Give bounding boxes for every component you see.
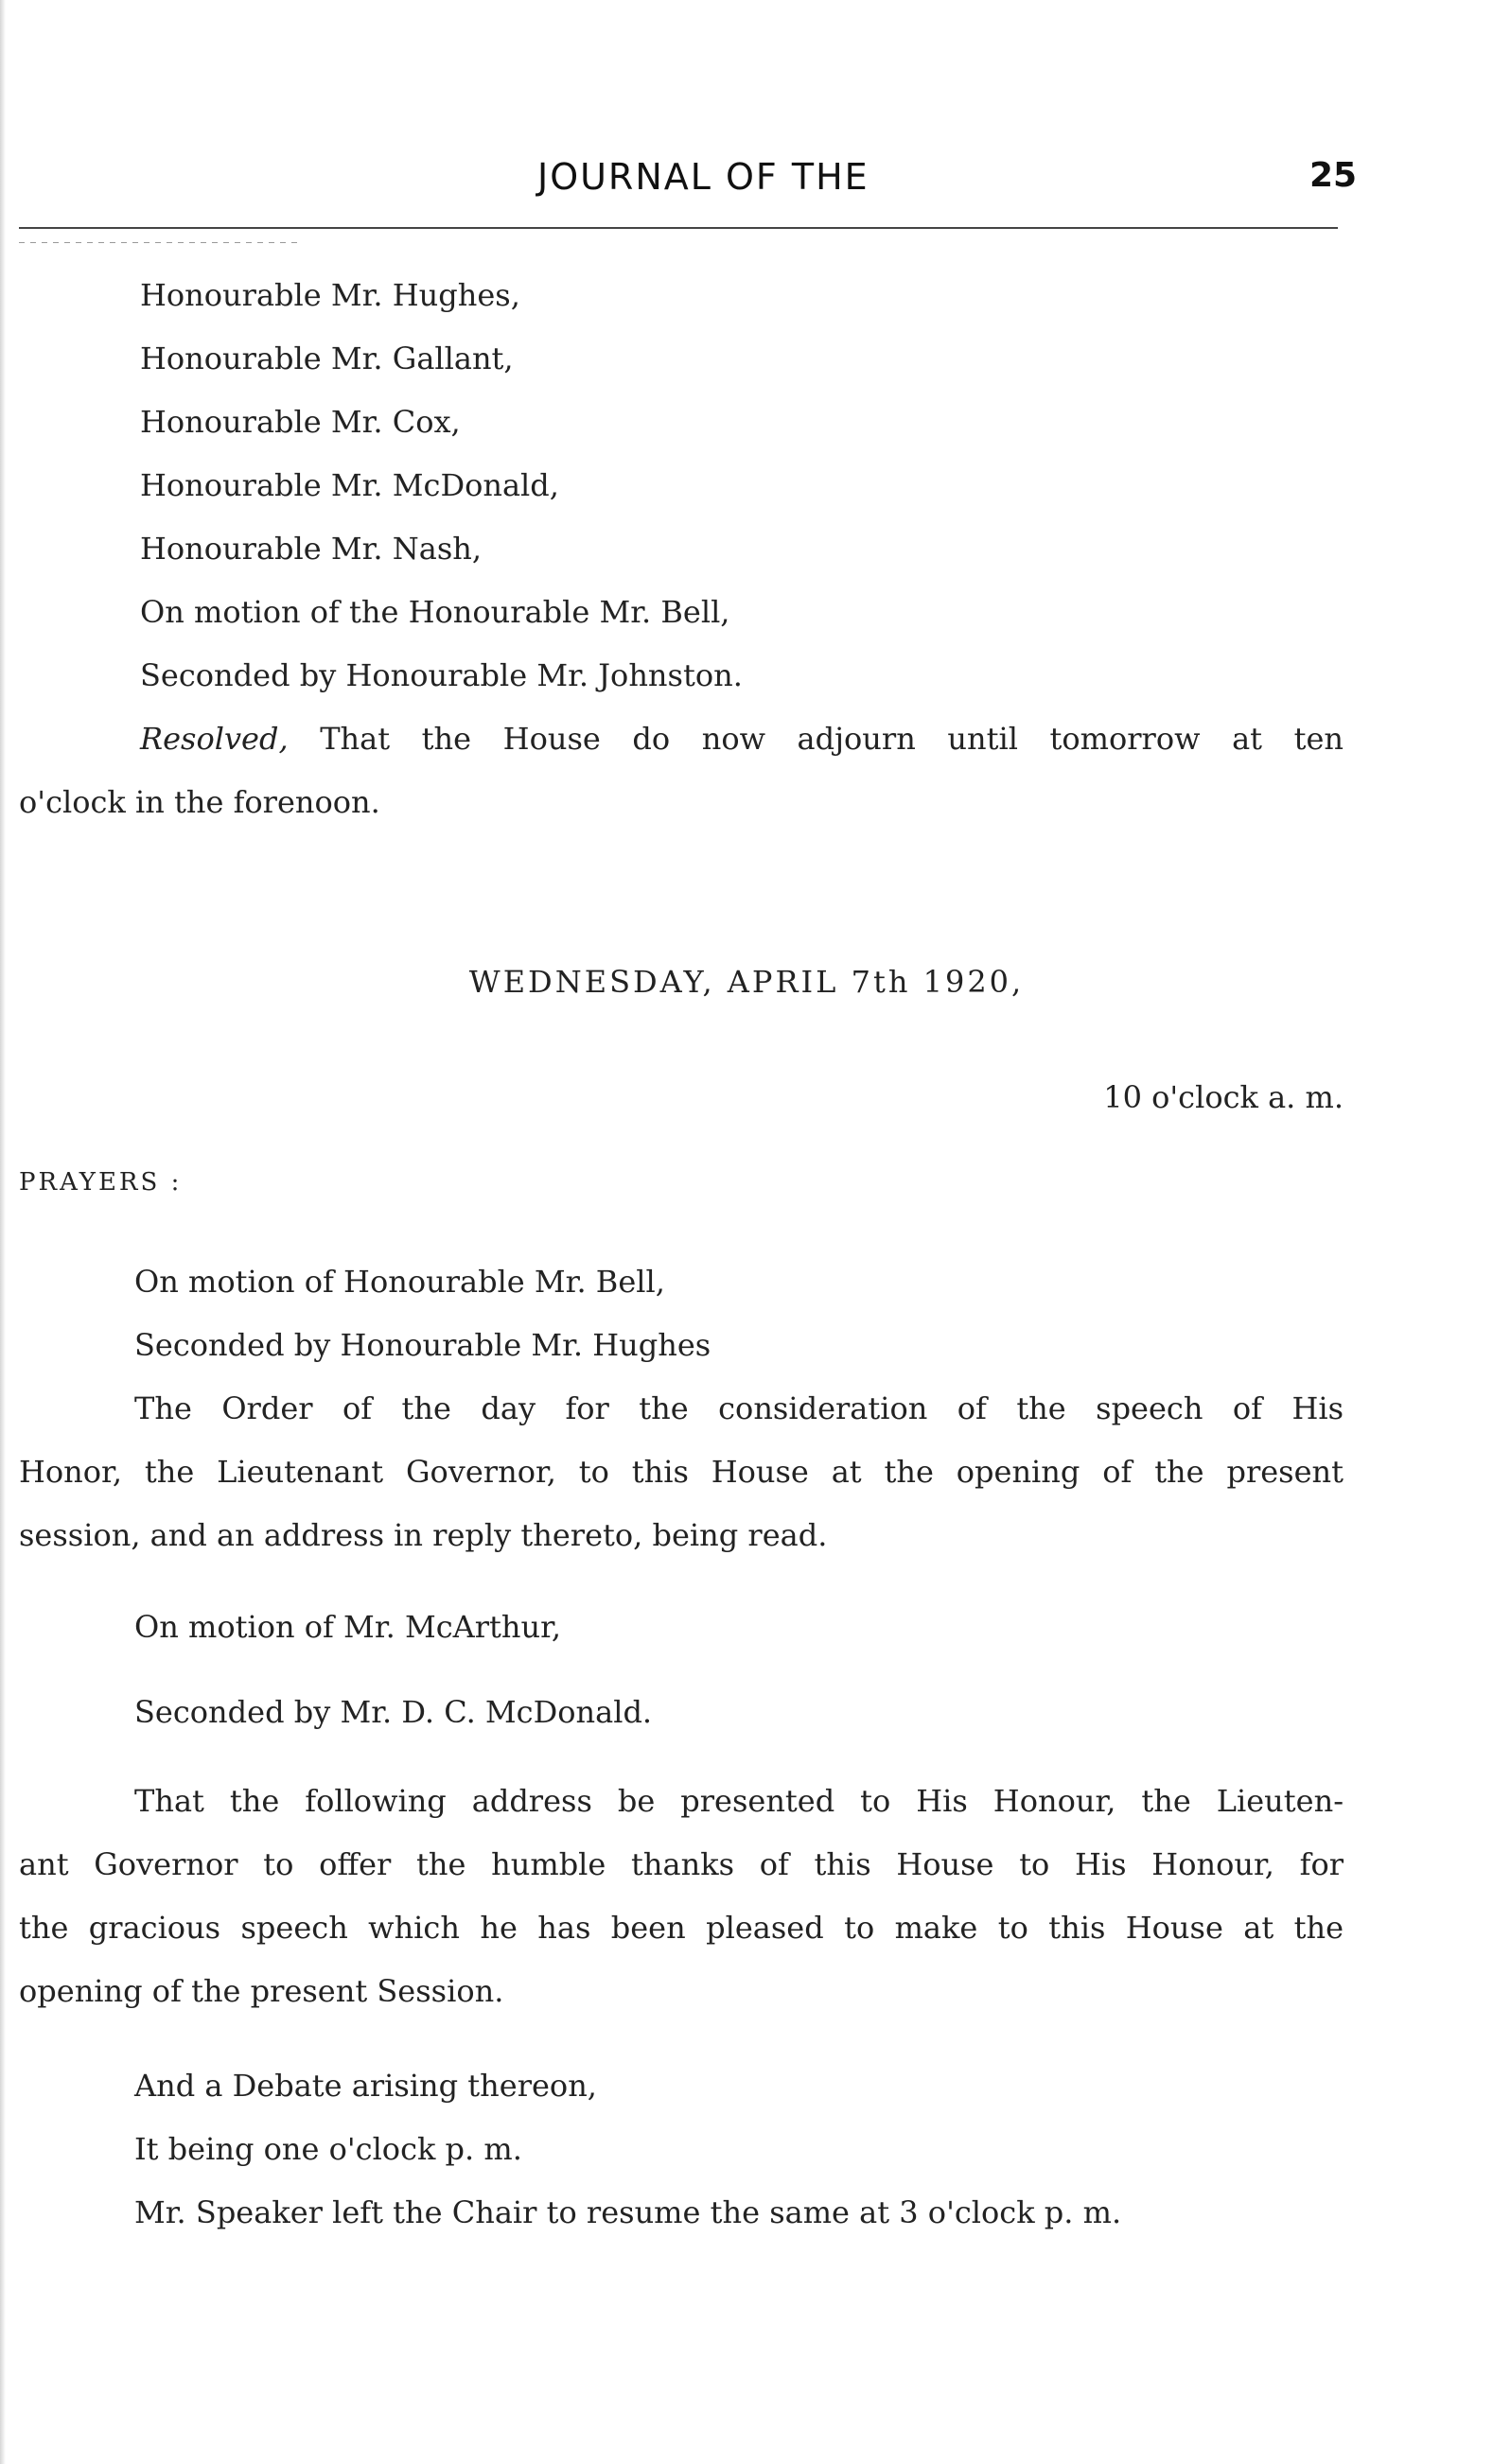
order-seconded: Seconded by Honourable Mr. Hughes [134,1327,711,1363]
order-paragraph-line: The Order of the day for the consideration of the speech of His [134,1390,1344,1426]
member-line: Honourable Mr. Nash, [140,531,483,567]
page-number: 25 [1309,156,1358,195]
member-line: Honourable Mr. McDonald, [140,467,559,503]
member-line: Honourable Mr. Gallant, [140,341,514,376]
debate-line: It being one o'clock p. m. [134,2131,522,2167]
resolved-label: Resolved, [140,721,289,757]
order-paragraph-line: Honor, the Lieutenant Governor, to this House at the opening of the present [19,1454,1344,1490]
resolved-continuation: o'clock in the forenoon. [19,784,380,820]
address-motion: On motion of Mr. McArthur, [134,1609,562,1645]
page-header [0,156,1493,213]
date-heading: WEDNESDAY, APRIL 7th 1920, [468,964,1025,1000]
address-paragraph-line: ant Governor to offer the humble thanks of this House to His Honour, for [19,1846,1344,1882]
address-seconded: Seconded by Mr. D. C. McDonald. [134,1694,653,1730]
running-head: JOURNAL OF THE [537,156,869,198]
header-rule-dotted [19,242,303,243]
address-paragraph-line: opening of the present Session. [19,1973,504,2009]
prayers-label: PRAYERS : [19,1168,183,1197]
order-paragraph-line: session, and an address in reply thereto, being read. [19,1517,828,1553]
debate-line: And a Debate arising thereon, [134,2068,597,2104]
adjourn-seconded: Seconded by Honourable Mr. Johnston. [140,657,743,693]
adjourn-motion: On motion of the Honourable Mr. Bell, [140,594,730,630]
session-time: 10 o'clock a. m. [1103,1079,1344,1115]
member-line: Honourable Mr. Cox, [140,404,461,440]
header-rule [19,227,1338,229]
debate-line: Mr. Speaker left the Chair to resume the same at 3 o'clock p. m. [134,2194,1122,2230]
address-paragraph-line: That the following address be presented to His Honour, the Lieuten- [134,1783,1344,1819]
member-line: Honourable Mr. Hughes, [140,277,520,313]
resolved-line [140,720,1344,758]
resolved-text: That the House do now adjourn until tomorrow at ten [320,721,1344,757]
order-motion: On motion of Honourable Mr. Bell, [134,1264,665,1300]
address-paragraph-line: the gracious speech which he has been pleased to make to this House at the [19,1910,1344,1946]
scan-edge [0,0,6,2464]
